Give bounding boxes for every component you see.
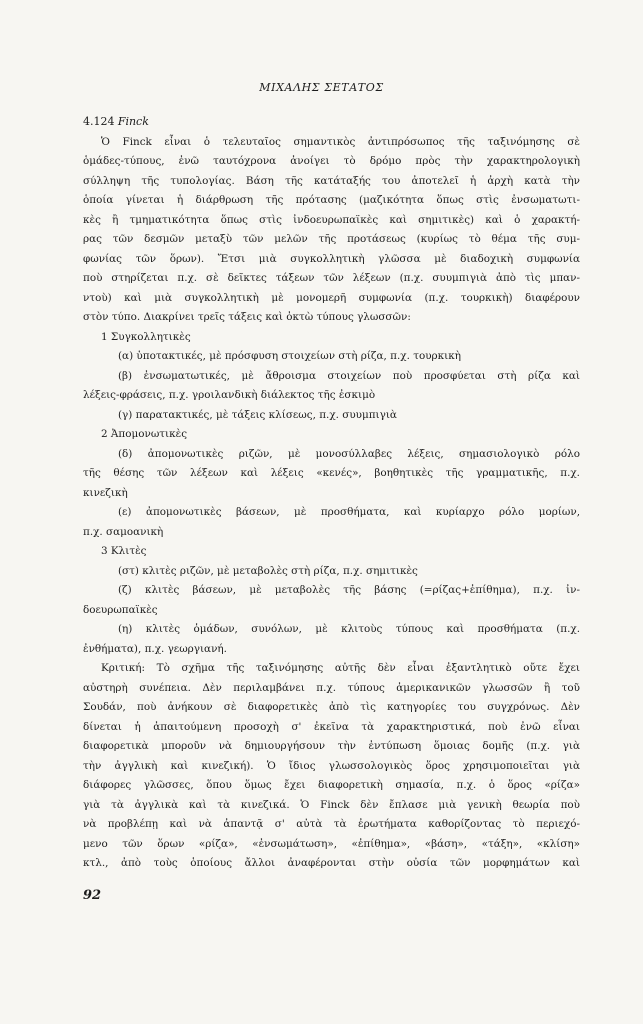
text-line: (δ) ἀπομονωτικὲς ριζῶν, μὲ μονοσύλλαβες λέξεις, σημασιολογικὸ ρόλο: [118, 447, 580, 460]
text-line: (γ) παρατακτικές, μὲ τάξεις κλίσεως, π.χ. συυμπιγιὰ: [118, 408, 397, 421]
text-line: ποὺ στηρίζεται π.χ. σὲ δεῖκτες τάξεων τῶν λέξεων (π.χ. συυμπιγιὰ ἀπὸ τὶς μπαν-: [83, 272, 580, 284]
text-line: ὁποία γίνεται ἡ διάρθρωση τῆς πρότασης (μαζικότητα ὅπως στὶς ἐνσωματωτι-: [83, 194, 580, 206]
text-line: 1 Συγκολλητικὲς: [101, 330, 191, 343]
text-line: (η) κλιτὲς ὁμάδων, συνόλων, μὲ κλιτοὺς τύπους καὶ προσθήματα (π.χ.: [118, 623, 580, 635]
text-line: κὲς ἢ τμηματικότητα ὅπως στὶς ἰνδοευρωπαϊκὲς καὶ σημιτικὲς) καὶ ὁ χαρακτή-: [83, 213, 580, 226]
text-line: κινεζικὴ: [83, 486, 128, 499]
text-line: διάφορες γλῶσσες, ὅπου ὅμως ἔχει διαφορετικὴ σημασία, π.χ. ὁ ὅρος «ρίζα»: [83, 779, 580, 791]
text-line: ἐνθήματα), π.χ. γεωργιανή.: [83, 642, 227, 655]
text-line: νὰ προβλέπῃ καὶ νὰ ἀπαντᾷ σ' αὐτὰ τὰ ἐρωτήματα καθορίζοντας τὸ περιεχό-: [83, 818, 580, 830]
text-line: 3 Κλιτὲς: [101, 545, 147, 557]
page-number: 92: [83, 888, 102, 903]
text-line: τῆς θέσης τῶν λέξεων καὶ λέξεις «κενές», βοηθητικὲς τῆς γραμματικῆς, π.χ.: [83, 467, 580, 479]
section-number: 4.124: [83, 115, 115, 128]
section-heading: [83, 112, 580, 133]
text-line: στὸν τύπο. Διακρίνει τρεῖς τάξεις καὶ ὀκτὼ τύπους γλωσσῶν:: [83, 311, 411, 323]
text-line: φωνίας τῶν ὅρων). Ἔτσι μιὰ συγκολλητικὴ γλῶσσα μὲ διαδοχικὴ συμφωνία: [83, 252, 580, 265]
text-line: (ζ) κλιτὲς βάσεων, μὲ μεταβολὲς τῆς βάσης (=ρίζας+ἐπίθημα), π.χ. ἰν-: [118, 584, 580, 596]
section-name: Finck: [117, 115, 149, 128]
body-text: [83, 112, 580, 874]
text-line: (ε) ἀπομονωτικὲς βάσεων, μὲ προσθήματα, καὶ κυρίαρχο ρόλο μορίων,: [118, 506, 580, 518]
text-line: 2 Ἀπομονωτικὲς: [101, 428, 188, 440]
text-line: π.χ. σαμοανικὴ: [83, 525, 164, 538]
text-line: μενο τῶν ὅρων «ρίζα», «ἐνσωμάτωση», «ἐπίθημα», «βάση», «τάξη», «κλίση»: [83, 837, 580, 850]
text-line: Κριτική: Τὸ σχῆμα τῆς ταξινόμησης αὐτῆς δὲν εἶναι ἐξαντλητικὸ οὔτε ἔχει: [101, 662, 580, 674]
text-line: γιὰ τὰ ἀγγλικὰ καὶ τὰ κινεζικά. Ὁ Finck δὲν ἔπλασε μιὰ γενικὴ θεωρία ποὺ: [83, 798, 580, 811]
text-line: δίνεται ἡ ἀπαιτούμενη προσοχὴ σ' ἐκεῖνα τὰ χαρακτηριστικά, ποὺ ἐνῶ εἶναι: [83, 720, 580, 733]
text-line: λέξεις-φράσεις, π.χ. γροιλανδικὴ διάλεκτος τῆς ἐσκιμὸ: [83, 389, 376, 401]
text-line: αὐστηρὴ συνέπεια. Δὲν περιλαμβάνει π.χ. τύπους ἀμερικανικῶν γλωσσῶν ἢ τοῦ: [83, 681, 580, 694]
text-line: (β) ἐνσωματωτικές, μὲ ἄθροισμα στοιχείων ποὺ προσφύεται στὴ ρίζα καὶ: [118, 369, 580, 382]
text-line: Σουδάν, ποὺ ἀνήκουν σὲ διαφορετικὲς ἀπὸ τὶς κατηγορίες του συγχρόνως. Δὲν: [83, 701, 580, 713]
text-line: (α) ὑποτακτικές, μὲ πρόσφυση στοιχείων στὴ ρίζα, π.χ. τουρκικὴ: [118, 350, 461, 362]
text-line: σύλληψη τῆς τυπολογίας. Βάση τῆς κατάταξής του ἀποτελεῖ ἡ ἀρχὴ κατὰ τὴν: [83, 174, 580, 187]
text-line: Ὁ Finck εἶναι ὁ τελευταῖος σημαντικὸς ἀντιπρόσωπος τῆς ταξινόμησης σὲ: [101, 135, 580, 148]
text-line: (στ) κλιτὲς ριζῶν, μὲ μεταβολὲς στὴ ρίζα, π.χ. σημιτικὲς: [118, 564, 418, 577]
text-line: διαφορετικὰ μποροῦν νὰ δημιουργήσουν τὴν ἐντύπωση ὅμοιας δομῆς (π.χ. γιὰ: [83, 740, 580, 752]
text-line: ὁμάδες-τύπους, ἐνῶ ταυτόχρονα ἀνοίγει τὸ δρόμο πρὸς τὴν χαρακτηρολογικὴ: [83, 155, 580, 167]
text-line: τὴν ἀγγλικὴ καὶ κινεζική). Ὁ ἴδιος γλωσσολογικὸς ὅρος χρησιμοποιεῖται γιὰ: [83, 759, 580, 772]
text-line: ρας τῶν δεσμῶν μεταξὺ τῶν μελῶν τῆς προτάσεως (κυρίως τὸ θέμα τῆς συμ-: [83, 233, 580, 245]
running-head: ΜΙΧΑΛΗΣ ΣΕΤΑΤΟΣ: [259, 81, 384, 94]
text-line: δοευρωπαϊκὲς: [83, 603, 158, 616]
text-line: ντοὺ) καὶ μιὰ συγκολλητικὴ μὲ μονομερῆ συμφωνία (π.χ. τουρκικὴ) διαφέρουν: [83, 291, 580, 304]
text-line: κτλ., ἀπὸ τοὺς ὁποίους ἄλλοι ἀναφέρονται στὴν οὐσία τῶν μορφημάτων καὶ: [83, 857, 580, 869]
